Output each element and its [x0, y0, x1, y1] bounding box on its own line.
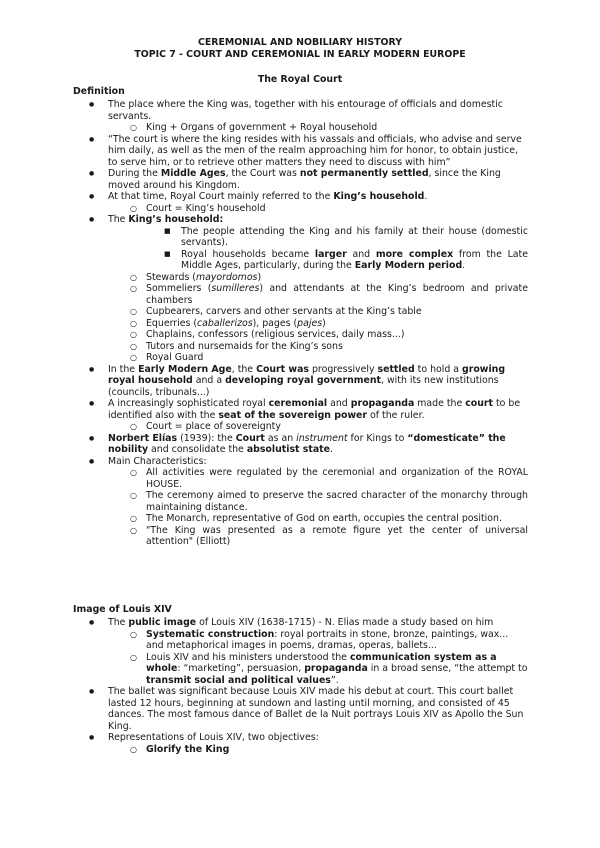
list-item: ○ King + Organs of government + Royal household	[146, 122, 528, 134]
definition-list	[0, 99, 600, 548]
list-item: ○ "The King was presented as a remote figure yet the center of universal attention" (Elliott)	[146, 525, 528, 548]
image-of-louis-heading: Image of Louis XIV	[73, 604, 172, 615]
list-item: ● The King’s household:	[108, 214, 528, 226]
list-item: ○ All activities were regulated by the ceremonial and organization of the ROYAL HOUSE.	[146, 467, 528, 490]
list-item: ○ Stewards (mayordomos)	[146, 272, 528, 284]
list-item: ○ The ceremony aimed to preserve the sacred character of the monarchy through maintaining distance.	[146, 490, 528, 513]
definition-heading: Definition	[73, 86, 125, 97]
list-item: ● The public image of Louis XIV (1638-1715) - N. Elias made a study based on him	[108, 617, 528, 629]
image-of-louis-list	[0, 617, 600, 755]
list-item: ○ Tutors and nursemaids for the King’s sons	[146, 341, 528, 353]
list-item: ● In the Early Modern Age, the Court was progressively settled to hold a growing royal household and a developing royal government, with its new institutions (councils, tribunals...)	[108, 364, 528, 399]
list-item: ● Norbert Elías (1939): the Court as an instrument for Kings to “domesticate” the nobility and consolidate the absolutist state.	[108, 433, 528, 456]
list-item: ● The ballet was significant because Louis XIV made his debut at court. This court ballet lasted 12 hours, beginning at sundown and lasting until morning, and consisted of 45 dances. The most famous dance of Ballet de la Nuit portrays Louis XIV as Apollo the Sun King.	[108, 686, 528, 732]
list-item: ● At that time, Royal Court mainly referred to the King’s household.	[108, 191, 528, 203]
list-item: ○ Chaplains, confessors (religious services, daily mass...)	[146, 329, 528, 341]
list-item: ■ The people attending the King and his family at their house (domestic servants).	[181, 226, 528, 249]
list-item: ○ Systematic construction: royal portraits in stone, bronze, paintings, wax... and metaphorical images in poems, dramas, operas, ballets...	[146, 629, 528, 652]
document-title: CEREMONIAL AND NOBILIARY HISTORY	[197, 37, 403, 48]
section-title: The Royal Court	[257, 74, 343, 85]
list-item: ○ Court = King’s household	[146, 203, 528, 215]
list-item: ● “The court is where the king resides with his vassals and officials, who advise and serve him daily, as well as the men of the realm approaching him for honor, to obtain justice, to serve him, or to retrieve other matters they need to discuss with him”	[108, 134, 528, 169]
list-item: ● Main Characteristics:	[108, 456, 528, 468]
list-item: ■ Royal households became larger and more complex from the Late Middle Ages, particularly, during the Early Modern period.	[181, 249, 528, 272]
list-item: ○ The Monarch, representative of God on earth, occupies the central position.	[146, 513, 528, 525]
list-item: ○ Court = place of sovereignty	[146, 421, 528, 433]
topic-title: TOPIC 7 - COURT AND CEREMONIAL IN EARLY MODERN EUROPE	[134, 49, 466, 60]
list-item: ○ Equerries (caballerizos), pages (pajes)	[146, 318, 528, 330]
list-item: ● Representations of Louis XIV, two objectives:	[108, 732, 528, 744]
list-item: ● During the Middle Ages, the Court was not permanently settled, since the King moved around his Kingdom.	[108, 168, 528, 191]
list-item: ○ Royal Guard	[146, 352, 528, 364]
list-item: ○ Cupbearers, carvers and other servants at the King’s table	[146, 306, 528, 318]
list-item: ○ Glorify the King	[146, 744, 528, 756]
list-item: ○ Louis XIV and his ministers understood the communication system as a whole: “marketing”, persuasion, propaganda in a broad sense, “the attempt to transmit social and political values”.	[146, 652, 528, 687]
list-item: ● A increasingly sophisticated royal ceremonial and propaganda made the court to be identified also with the seat of the sovereign power of the ruler.	[108, 398, 528, 421]
list-item: ● The place where the King was, together with his entourage of officials and domestic servants.	[108, 99, 528, 122]
list-item: ○ Sommeliers (sumilleres) and attendants at the King’s bedroom and private chambers	[146, 283, 528, 306]
